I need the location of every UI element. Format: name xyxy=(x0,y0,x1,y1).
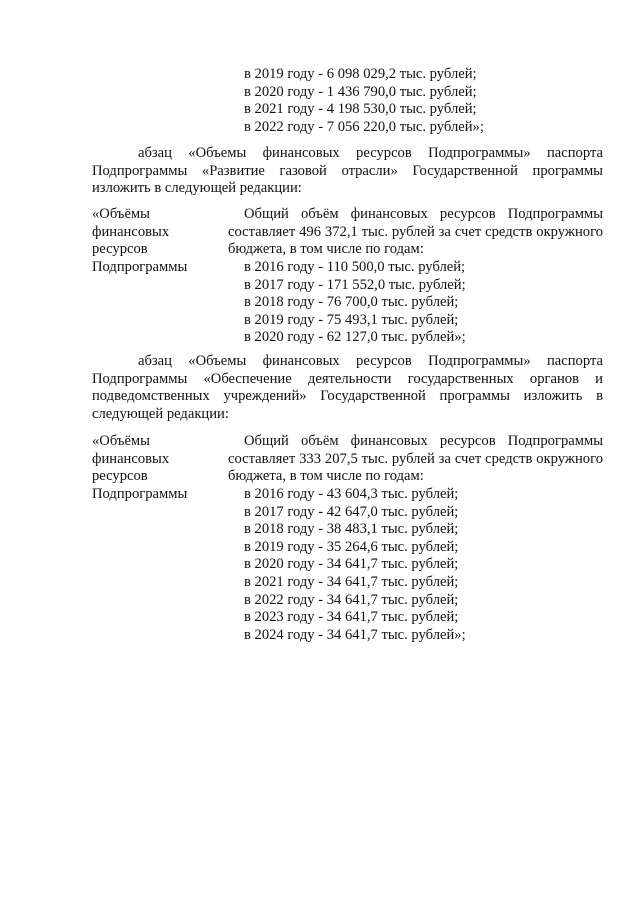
funding-years-list xyxy=(244,486,466,644)
year-line: в 2017 году - 171 552,0 тыс. рублей; xyxy=(244,276,466,293)
year-line: в 2017 году - 42 647,0 тыс. рублей; xyxy=(244,503,459,520)
top-year-list xyxy=(244,66,484,136)
funding-description: Общий объём финансовых ресурсов Подпрограммы составляет 333 207,5 тыс. рублей за счет средств окружного бюджета, в том числе по годам: xyxy=(228,433,603,485)
year-line: в 2021 году - 4 198 530,0 тыс. рублей; xyxy=(244,101,477,118)
year-line: в 2018 году - 76 700,0 тыс. рублей; xyxy=(244,294,459,311)
year-line: в 2022 году - 7 056 220,0 тыс. рублей»; xyxy=(244,118,484,135)
label-line: финансовых xyxy=(92,450,170,467)
year-line: в 2020 году - 1 436 790,0 тыс. рублей; xyxy=(244,83,477,100)
year-line: в 2020 году - 62 127,0 тыс. рублей»; xyxy=(244,329,466,346)
year-line: в 2020 году - 34 641,7 тыс. рублей; xyxy=(244,556,459,573)
label-line: ресурсов xyxy=(92,241,148,258)
label-line: Подпрограммы xyxy=(92,258,188,275)
year-line: в 2022 году - 34 641,7 тыс. рублей; xyxy=(244,591,459,608)
label-line: финансовых xyxy=(92,223,170,240)
year-line: в 2024 году - 34 641,7 тыс. рублей»; xyxy=(244,626,466,643)
year-line: в 2016 году - 110 500,0 тыс. рублей; xyxy=(244,259,466,275)
year-line: в 2019 году - 75 493,1 тыс. рублей; xyxy=(244,311,459,328)
label-line: Подпрограммы xyxy=(92,485,188,502)
funding-years-list xyxy=(244,259,466,347)
year-line: в 2016 году - 43 604,3 тыс. рублей; xyxy=(244,486,459,502)
paragraph-agencies-subprogram: абзац «Объемы финансовых ресурсов Подпрограммы» паспорта Подпрограммы «Обеспечение деятельности государственных органов и подведомственных учреждений» Государственной программы изложить в следующей редакции: xyxy=(92,353,603,422)
funding-label xyxy=(92,433,222,503)
funding-label xyxy=(92,206,222,276)
year-line: в 2019 году - 35 264,6 тыс. рублей; xyxy=(244,538,459,555)
label-line: «Объёмы xyxy=(92,206,150,222)
funding-description: Общий объём финансовых ресурсов Подпрограммы составляет 496 372,1 тыс. рублей за счет средств окружного бюджета, в том числе по годам: xyxy=(228,206,603,258)
year-line: в 2023 году - 34 641,7 тыс. рублей; xyxy=(244,609,459,626)
paragraph-gas-subprogram: абзац «Объемы финансовых ресурсов Подпрограммы» паспорта Подпрограммы «Развитие газовой отрасли» Государственной программы изложить в следующей редакции: xyxy=(92,145,603,197)
year-line: в 2021 году - 34 641,7 тыс. рублей; xyxy=(244,573,459,590)
label-line: «Объёмы xyxy=(92,433,150,449)
year-line: в 2019 году - 6 098 029,2 тыс. рублей; xyxy=(244,66,477,82)
year-line: в 2018 году - 38 483,1 тыс. рублей; xyxy=(244,521,459,538)
label-line: ресурсов xyxy=(92,468,148,485)
